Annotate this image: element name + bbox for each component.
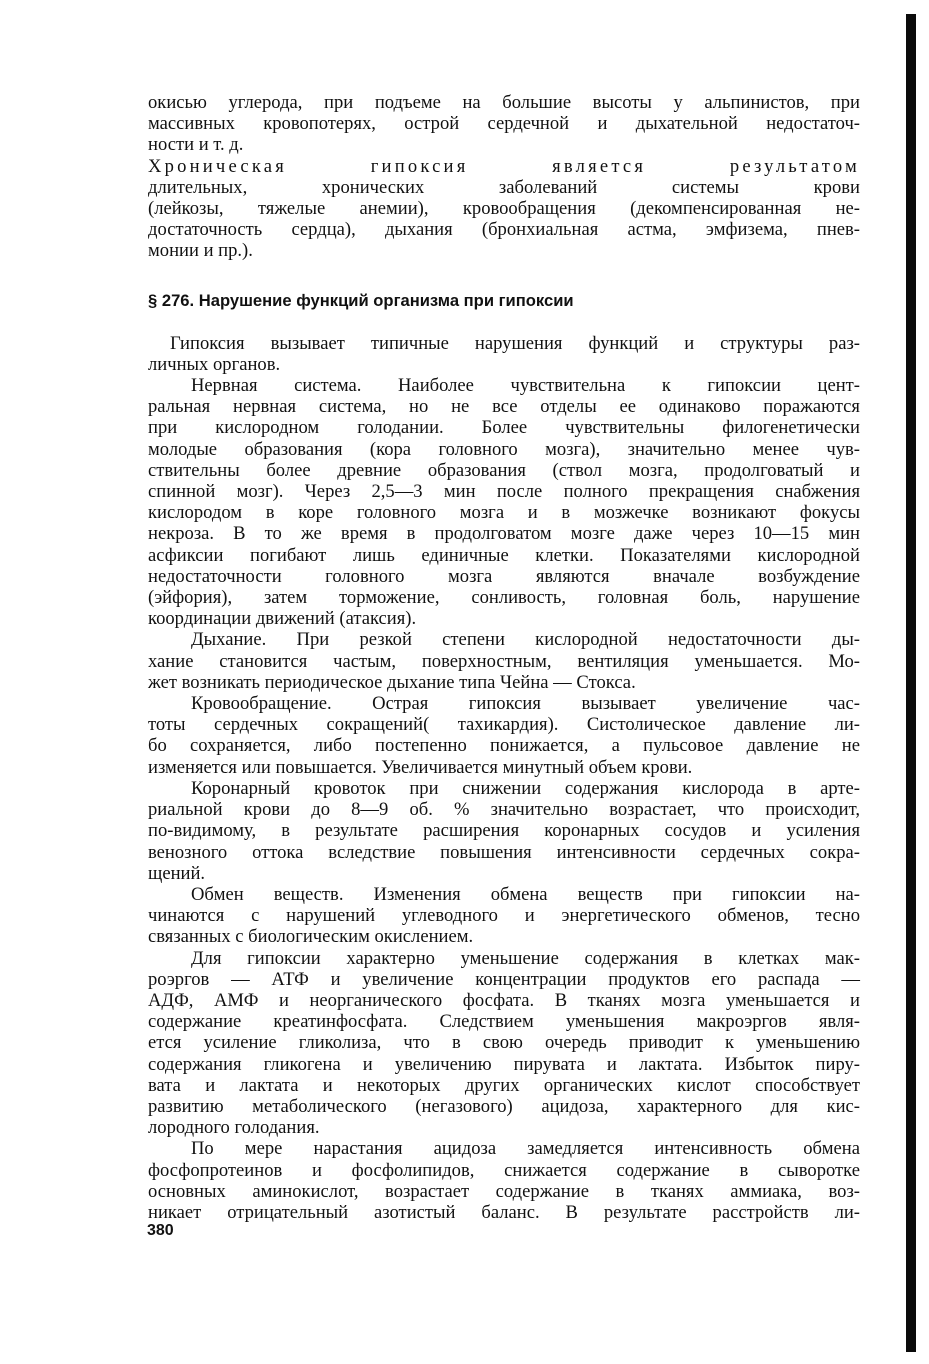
paragraph-end	[148, 863, 860, 884]
text-line: некроза. В то же время в продолговатом мозге даже через 10—15 мин	[148, 523, 860, 545]
text-line: содержание креатинфосфата. Следствием уменьшения макроэргов явля-	[148, 1011, 860, 1033]
book-page	[148, 92, 860, 1223]
paragraph-first-line	[148, 778, 860, 799]
text-line: координации движений (атаксия).	[148, 608, 417, 630]
text-line: (эйфория), затем торможение, сонливость, головная боль, нарушение	[148, 587, 860, 609]
text-line: ральная нервная система, но не все отделы ее одинаково поражаются	[148, 396, 860, 418]
text-line: молодые образования (кора головного мозга), значительно менее чув-	[148, 438, 860, 460]
text-line: Кровообращение. Острая гипоксия вызывает увеличение час-	[191, 693, 860, 715]
paragraph-end	[148, 240, 860, 261]
page-number: 380	[147, 1222, 174, 1239]
text-line: личных органов.	[148, 353, 281, 375]
paragraph-end	[148, 134, 860, 155]
text-line: асфиксии погибают лишь единичные клетки. Показателями кислородной	[148, 544, 860, 566]
paragraph	[148, 651, 860, 672]
text-line: хание становится частым, поверхностным, вентиляция уменьшается. Мо-	[148, 650, 860, 672]
text-line: недостаточности головного мозга являются вначале возбуждение	[148, 565, 860, 587]
text-line: Дыхание. При резкой степени кислородной недостаточности ды-	[191, 629, 860, 651]
text-line: Коронарный кровоток при снижении содержания кислорода в арте-	[191, 777, 860, 799]
paragraph-first-line	[148, 375, 860, 396]
paragraph	[148, 1160, 860, 1224]
paragraph	[148, 799, 860, 863]
text-line: чинаются с нарушений углеводного и энергетического обменов, тесно	[148, 905, 860, 927]
paragraph-first-line	[148, 948, 860, 969]
text-line: ствительны более древние образования (ствол мозга, продолговатый и	[148, 459, 860, 481]
text-line: содержания гликогена и увеличению пирувата и лактата. Избыток пиру-	[148, 1053, 860, 1075]
text-line-spaced: длительных, хронических заболеваний системы крови	[148, 176, 860, 198]
text-line: По мере нарастания ацидоза замедляется интенсивность обмена	[191, 1138, 860, 1160]
text-line: массивных кровопотерях, острой сердечной и дыхательной недостаточ-	[148, 113, 860, 135]
text-line: основных аминокислот, возрастает содержание в тканях аммиака, воз-	[148, 1180, 860, 1202]
text-line: при кислородном голодании. Более чувствительны филогенетически	[148, 417, 860, 439]
paragraph-end	[148, 354, 860, 375]
text-line: спинной мозг). Через 2,5—3 мин после полного прекращения снабжения	[148, 481, 860, 503]
paragraph-end	[148, 757, 860, 778]
paragraph-first-line	[148, 1138, 860, 1159]
paragraph-end	[148, 608, 860, 629]
paragraph	[148, 92, 860, 134]
text-line: монии и пр.).	[148, 240, 253, 262]
text-line: фосфопротеинов и фосфолипидов, снижается содержание в сыворотке	[148, 1159, 860, 1181]
paragraph	[148, 333, 860, 354]
text-line: риальной крови до 8—9 об. % значительно возрастает, что происходит,	[148, 799, 860, 821]
paragraph	[148, 714, 860, 756]
text-line: АДФ, АМФ и неорганического фосфата. В тканях мозга уменьшается и	[148, 989, 860, 1011]
text-line: достаточность сердца), дыхания (бронхиальная астма, эмфизема, пнев-	[148, 219, 860, 241]
text-line: связанных с биологическим окислением.	[148, 926, 474, 948]
paragraph-first-line	[148, 884, 860, 905]
text-line-spaced: Хроническая гипоксия является результатом	[148, 155, 860, 177]
text-line: ется усиление гликолиза, что в свою очередь приводит к уменьшению	[148, 1032, 860, 1054]
text-line: по-видимому, в результате расширения коронарных сосудов и усиления	[148, 820, 860, 842]
text-line: роэргов — АТФ и увеличение концентрации продуктов его распада —	[148, 968, 860, 990]
text-line: Обмен веществ. Изменения обмена веществ при гипоксии на-	[191, 883, 860, 905]
text-line: Нервная система. Наиболее чувствительна к гипоксии цент-	[191, 375, 860, 397]
text-line: Гипоксия вызывает типичные нарушения функций и структуры раз-	[170, 332, 860, 354]
paragraph	[148, 969, 860, 1117]
section-title: § 276. Нарушение функций организма при гипоксии	[148, 290, 574, 310]
text-line: жет возникать периодическое дыхание типа Чейна — Стокса.	[148, 671, 636, 693]
paragraph-end	[148, 926, 860, 947]
text-line: бо сохраняется, либо постепенно понижается, а пульсовое давление не	[148, 735, 860, 757]
text-line: никает отрицательный азотистый баланс. В результате расстройств ли-	[148, 1201, 860, 1223]
text-line: кислородом в коре головного мозга и в мозжечке возникают фокусы	[148, 502, 860, 524]
paragraph-end	[148, 1117, 860, 1138]
page-binding-edge	[906, 14, 916, 1352]
paragraph	[148, 156, 860, 241]
text-line: вата и лактата и некоторых других органических кислот способствует	[148, 1074, 860, 1096]
text-line: ности и т. д.	[148, 134, 244, 156]
text-line: развитию метаболического (негазового) ацидоза, характерного для кис-	[148, 1095, 860, 1117]
text-line: изменяется или повышается. Увеличивается минутный объем крови.	[148, 756, 693, 778]
paragraph-end	[148, 672, 860, 693]
paragraph	[148, 396, 860, 608]
text-line: венозного оттока вследствие повышения интенсивности сердечных сокра-	[148, 841, 860, 863]
paragraph-first-line	[148, 629, 860, 650]
text-line: щений.	[148, 862, 206, 884]
paragraph	[148, 905, 860, 926]
text-line: Для гипоксии характерно уменьшение содержания в клетках мак-	[191, 947, 860, 969]
text-line: окисью углерода, при подъеме на большие высоты у альпинистов, при	[148, 92, 860, 113]
text-line: (лейкозы, тяжелые анемии), кровообращения (декомпенсированная не-	[148, 198, 860, 220]
paragraph-first-line	[148, 693, 860, 714]
text-line: лородного голодания.	[148, 1117, 320, 1139]
text-line: тоты сердечных сокращений( тахикардия). Систолическое давление ли-	[148, 714, 860, 736]
